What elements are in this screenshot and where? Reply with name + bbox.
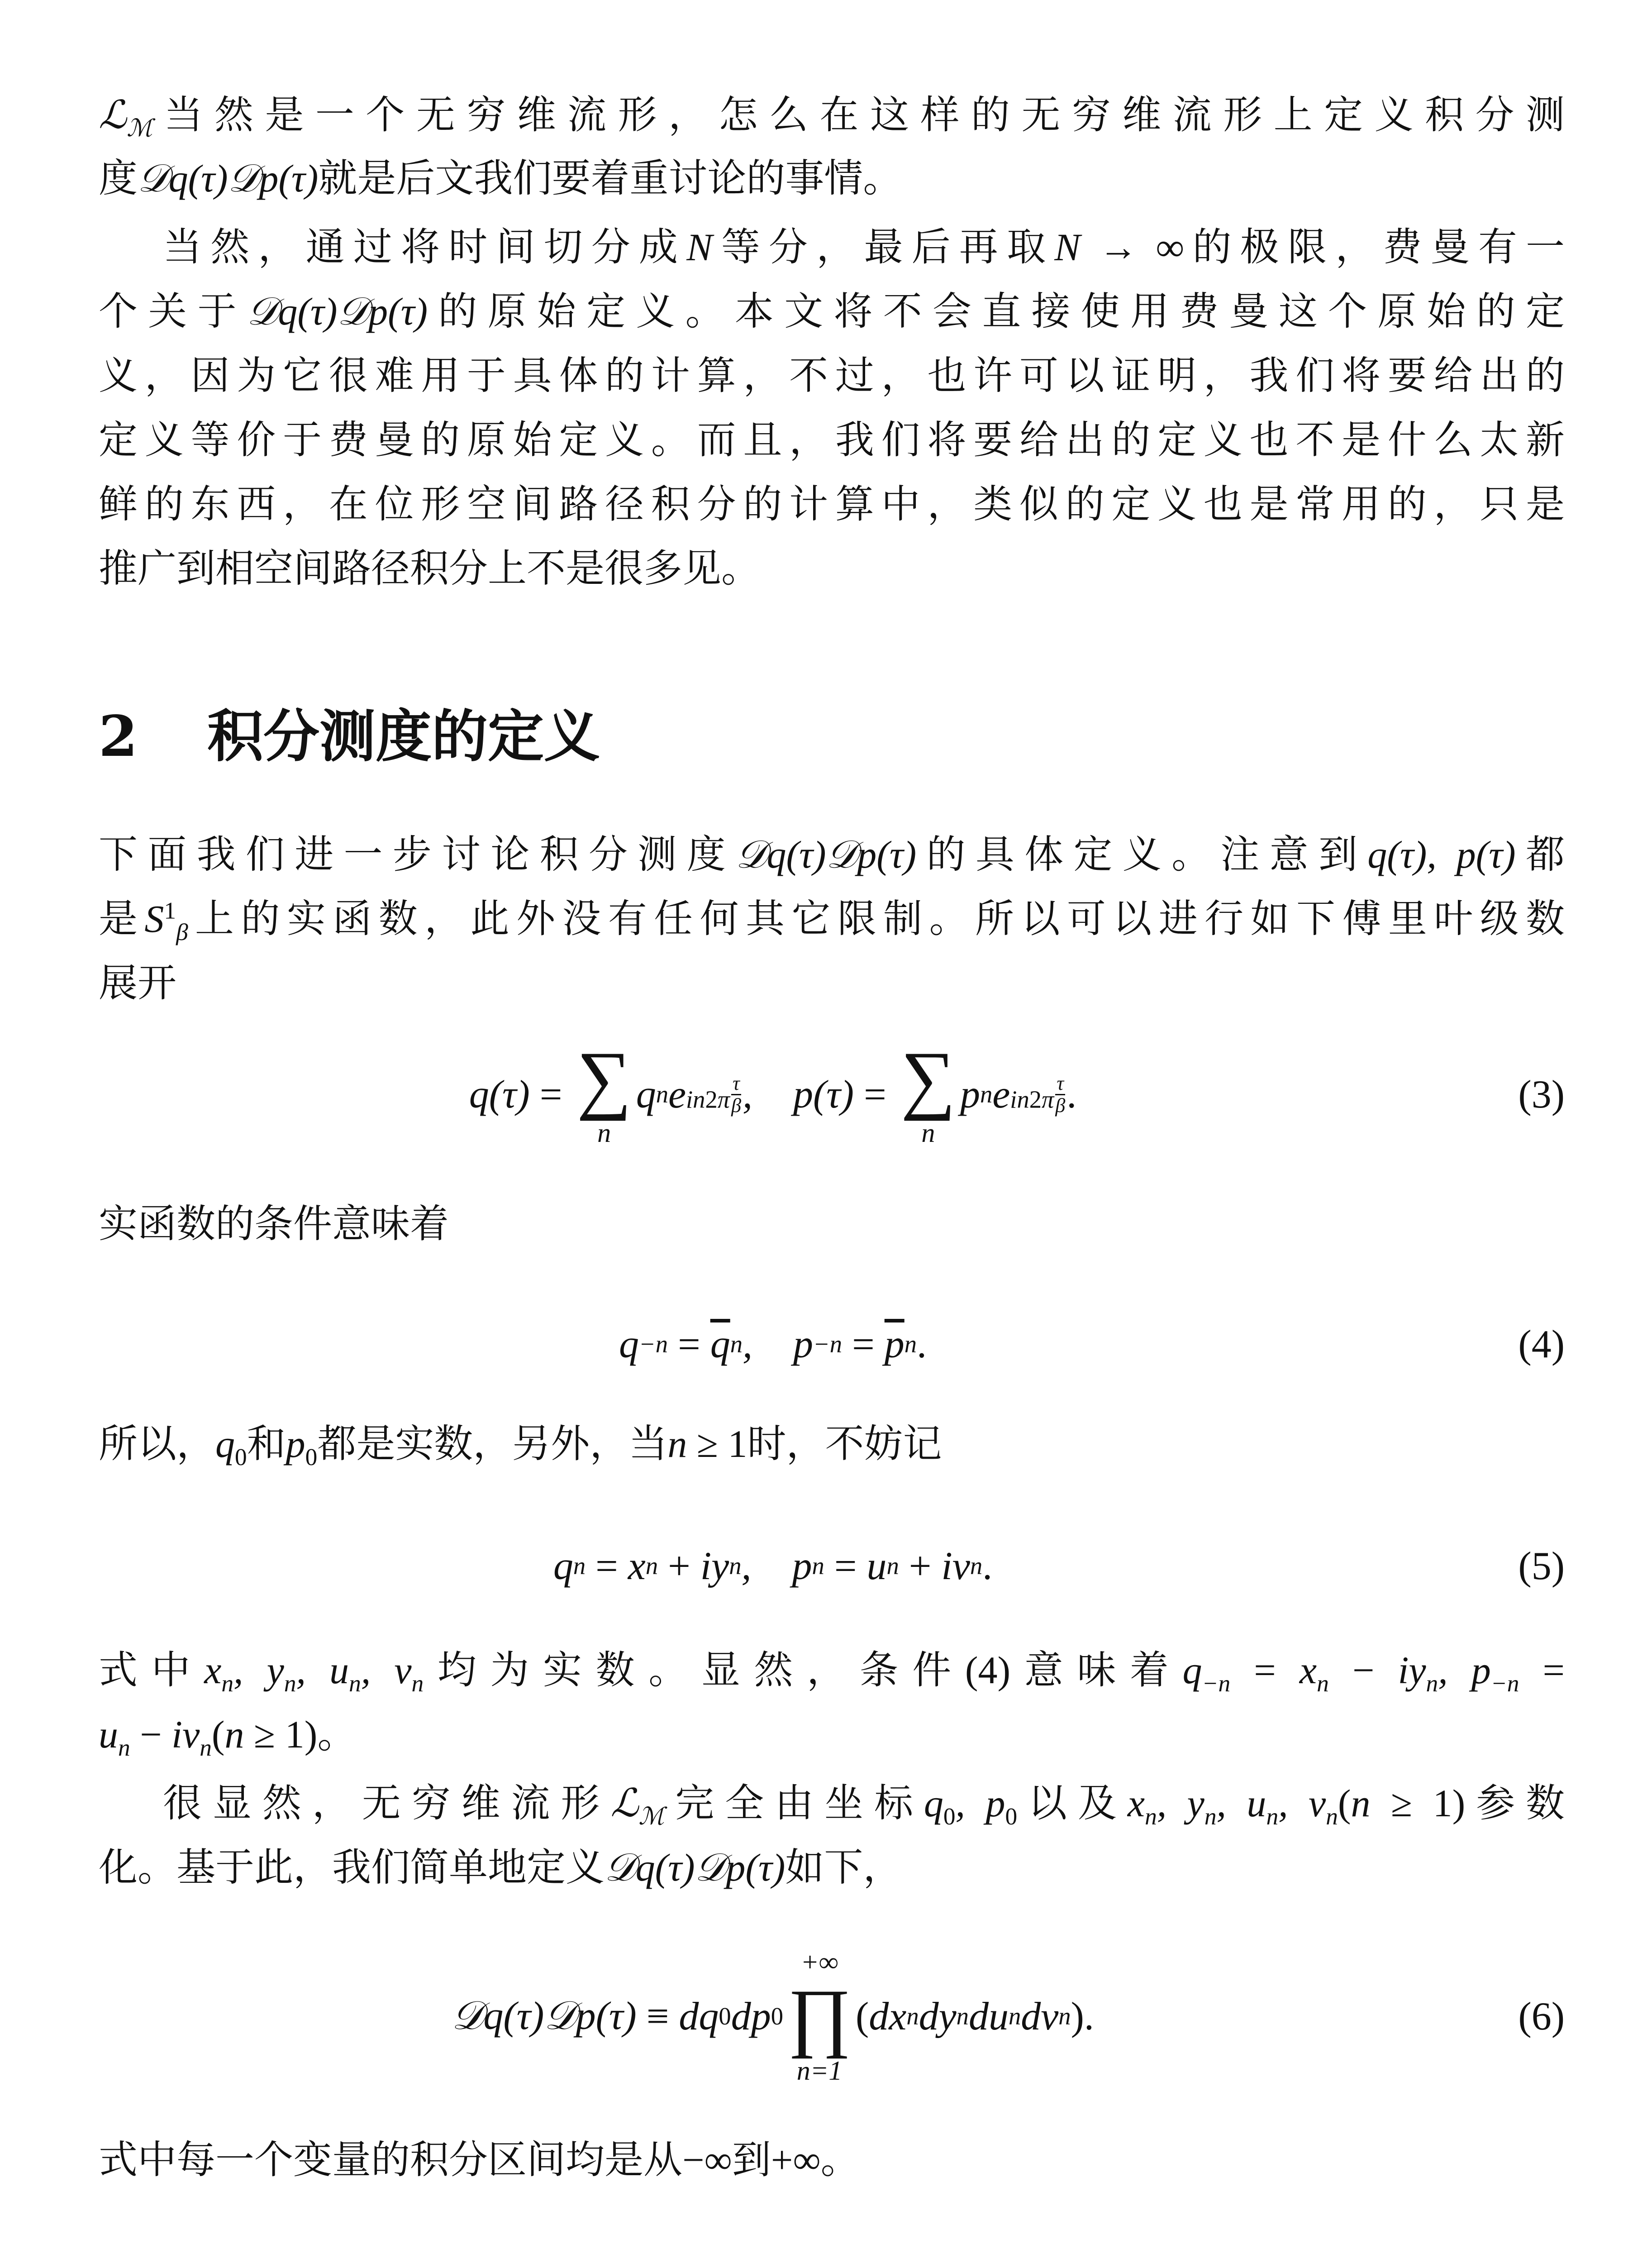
text-run: 实函数的条件意味着 [99, 1201, 449, 1246]
paragraph-3-line-1 [99, 827, 1565, 883]
text-run: 下面我们进一步讨论积分测度 [99, 832, 736, 877]
paragraph-2-line-2 [99, 284, 1565, 340]
text-run: 完全由坐标 [664, 1781, 924, 1826]
paragraph-4 [99, 1417, 1565, 1473]
text-run: 化。基于此，我们简单地定义 [99, 1845, 605, 1890]
text-run: 当然，通过将时间切分成 [163, 224, 687, 270]
text-run: 度 [99, 156, 138, 201]
text-after-eq6 [99, 2133, 1565, 2189]
paragraph-1-line-2 [99, 151, 1565, 207]
text-run: 式中每一个变量的积分区间均是从 [99, 2137, 682, 2182]
paragraph-5-line-2 [99, 1707, 1565, 1763]
text-run: 展开 [99, 960, 176, 1006]
equation-number: (5) [1518, 1544, 1565, 1588]
math-measure: 𝒟q(τ)𝒟p(τ) [247, 290, 428, 333]
math-n-geq-1: n ≥ 1 [667, 1422, 747, 1466]
text-run: 就是后文我们要着重讨论的事情。 [318, 156, 902, 201]
product-upper-limit: +∞ [800, 1947, 838, 1977]
paragraph-5-line-1 [99, 1643, 1565, 1699]
math-q0: $q_0$ [215, 1422, 247, 1471]
paragraph-6-line-2 [99, 1840, 1565, 1896]
math-minus-infinity: −∞ [682, 2138, 732, 2182]
paragraph-2-line-1 [163, 220, 1565, 276]
section-title: 积分测度的定义 [207, 704, 600, 769]
paragraph-2-line-6 [99, 541, 1565, 597]
text-run: 到 [732, 2137, 771, 2182]
equation-body: q −n = $\overline{q}$ n , p −n = $\overline{p}$ n . [619, 1322, 927, 1366]
math-q0-p0: $q_0$, $p_0$ [924, 1781, 1018, 1830]
equation-6 [99, 1942, 1565, 2091]
math-circle: $S^1_\beta$ [144, 897, 188, 946]
text-run: 是 [99, 896, 145, 941]
text-run: 当然是一个无穷维流形，怎么在这样的无穷维流形上定义积分测 [152, 92, 1565, 138]
text-run: 参数 [1465, 1781, 1565, 1826]
sum-symbol: ∑ n [900, 1036, 956, 1148]
text-run: 时，不妨记 [747, 1421, 942, 1466]
text-run: 很显然，无穷维流形 [163, 1781, 611, 1826]
section-number: 2 [99, 704, 138, 769]
equation-number: (4) [1518, 1322, 1565, 1366]
equation-number: (3) [1518, 1072, 1565, 1117]
text-run: 以及 [1017, 1781, 1128, 1826]
text-run: 推广到相空间路径积分上不是很多见。 [99, 546, 760, 591]
math-vars: $x_n$, $y_n$, $u_n$, $v_n$ [204, 1648, 424, 1697]
text-run: 的具体定义。注意到 [916, 832, 1368, 877]
text-run: 均为实数。显然，条件 [424, 1647, 965, 1693]
paragraph-6-line-1 [163, 1776, 1565, 1832]
equation-4 [99, 1299, 1565, 1389]
text-run: 都 [1515, 832, 1565, 877]
sum-index: n [921, 1118, 935, 1148]
text-after-eq3 [99, 1197, 1565, 1253]
paragraph-2-line-3 [99, 349, 1565, 405]
math-L-M: ℒ$_ℳ$ [610, 1781, 665, 1831]
equation-reference: (4) [965, 1648, 1011, 1692]
math-limit: N → ∞ [1054, 225, 1184, 269]
math-p0: $p_0$ [286, 1422, 318, 1471]
math-measure: 𝒟q(τ)𝒟p(τ) [605, 1846, 786, 1889]
math-vars-n: $x_n$, $y_n$, $u_n$, $v_n(n \ge 1)$ [1127, 1781, 1466, 1830]
text-run: 都是实数，另外，当 [317, 1421, 668, 1466]
math-measure: 𝒟q(τ)𝒟p(τ) [138, 157, 319, 200]
paragraph-3-line-2 [99, 892, 1565, 948]
equation-5 [99, 1521, 1565, 1611]
text-run: 的极限，费曼有一 [1184, 224, 1565, 270]
math-N: N [686, 225, 713, 269]
text-run: 鲜的东西，在位形空间路径积分的计算中，类似的定义也是常用的，只是 [99, 482, 1565, 527]
equation-number: (6) [1518, 1994, 1565, 2039]
sum-symbol: ∑ n [576, 1036, 632, 1148]
paragraph-3-line-3 [99, 956, 1565, 1012]
text-run: 。 [317, 1712, 357, 1757]
equation-body: 𝒟q(τ)𝒟p(τ) ≡ dq 0 dp 0 +∞ ∏ n=1 ( dx n dy n du n dv n ). [452, 1947, 1094, 2086]
math-measure: 𝒟q(τ)𝒟p(τ) [735, 833, 917, 876]
text-run: 上的实函数，此外没有任何其它限制。所以可以进行如下傅里叶级数 [188, 896, 1565, 941]
paragraph-2-line-5 [99, 477, 1565, 533]
text-run: 和 [247, 1421, 286, 1466]
text-run: 的原始定义。本文将不会直接使用费曼这个原始的定 [428, 289, 1565, 334]
text-run: 等分，最后再取 [712, 224, 1055, 270]
text-run: 式中 [99, 1647, 205, 1693]
text-run: 如下， [785, 1845, 902, 1890]
text-run: 。 [820, 2137, 860, 2182]
equation-body: q n = x n + iy n , p n = u n + iv n . [553, 1544, 993, 1588]
math-conditions-cont: $u_n - iv_n(n \ge 1)$ [99, 1713, 318, 1762]
product-symbol: +∞ ∏ n=1 [787, 1947, 851, 2086]
math-L-M: ℒ$_ℳ$ [99, 92, 152, 143]
paragraph-1-line-1 [99, 88, 1565, 144]
math-plus-infinity: +∞ [771, 2138, 821, 2182]
text-run: 义，因为它很难用于具体的计算，不过，也许可以证明，我们将要给出的 [99, 353, 1565, 398]
product-lower-limit: n=1 [796, 2056, 843, 2086]
math-conditions: $q_{-n} = x_n - iy_n$, $p_{-n}$ = [1182, 1648, 1565, 1697]
text-run: 所以， [99, 1421, 215, 1466]
sum-index: n [597, 1118, 611, 1148]
section-heading [99, 701, 600, 778]
paragraph-2-line-4 [99, 413, 1565, 469]
text-run: 个关于 [99, 289, 247, 334]
equation-3 [99, 1036, 1565, 1148]
text-run: 意味着 [1010, 1647, 1183, 1693]
math-q-p: q(τ), p(τ) [1367, 833, 1516, 876]
equation-body: q(τ) = ∑ n q n e in2π $\frac{\tau}{\beta}$ , p(τ) = ∑ n p n e in2π $\frac{\tau}{\beta}$ . [469, 1036, 1077, 1148]
text-run: 定义等价于费曼的原始定义。而且，我们将要给出的定义也不是什么太新 [99, 417, 1565, 463]
